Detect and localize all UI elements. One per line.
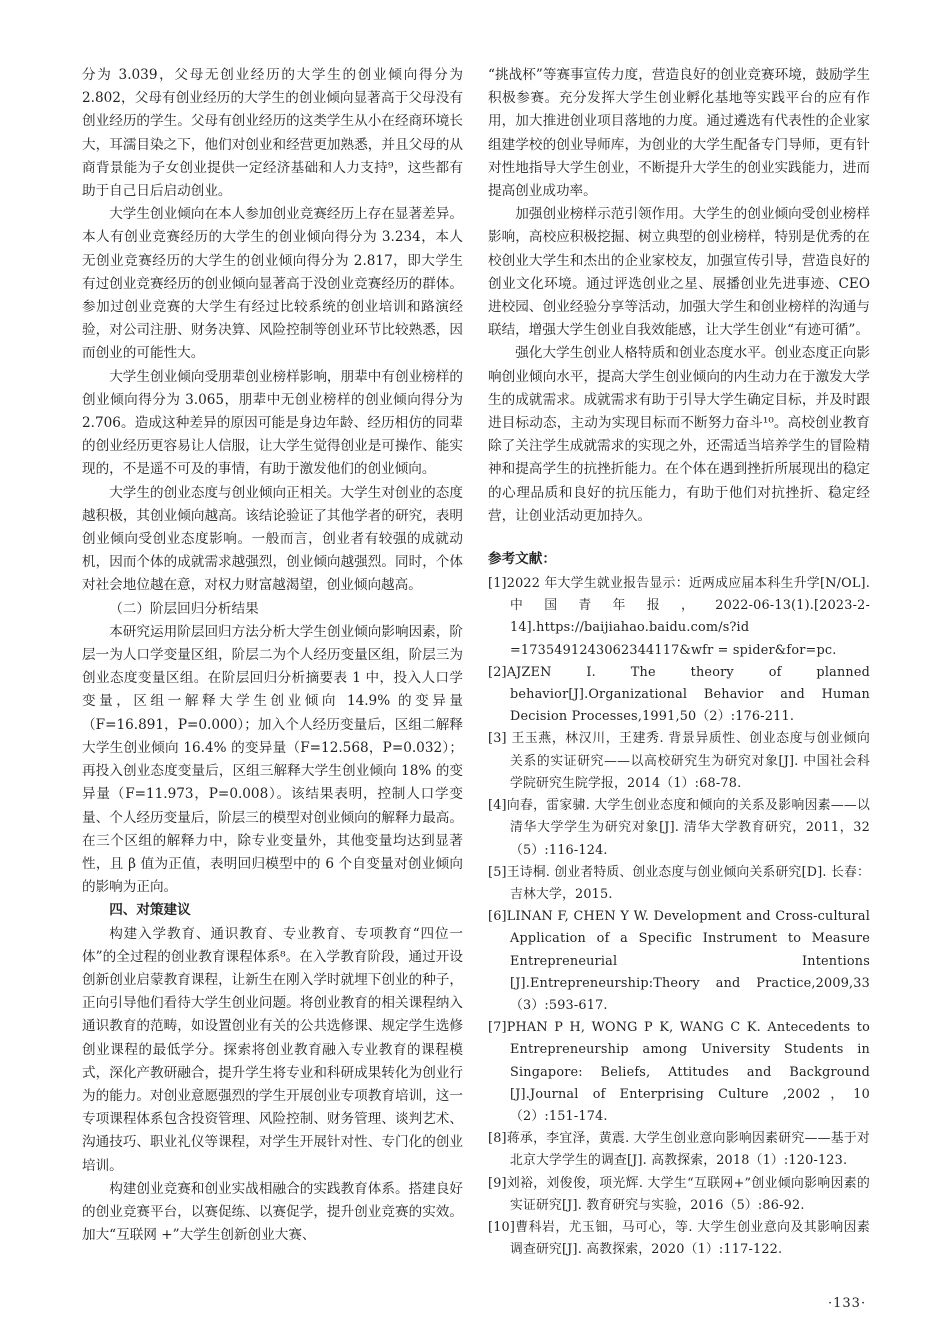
paragraph-personality-traits: 强化大学生创业人格特质和创业态度水平。创业态度正向影响创业倾向水平，提高大学生创业倾向的内生动力在于激发大学生的成就需求。成就需求有助于引导大学生确定目标，并及时跟进目标动态，主动为实现目标而不断努力奋斗¹⁰。高校创业教育除了关注学生成就需求的实现之外，还需适当培养学生的冒险精神和提高学生的抗挫折能力。在个体在遇到挫折所展现出的稳定的心理品质和良好的抗压能力，有助于他们对抗挫折、稳定经营，让创业活动更加持久。 (488, 345, 870, 524)
reference-item: [8]蒋承，李宜泽，黄震. 大学生创业意向影响因素研究——基于对北京大学学生的调查[J]. 高教探索，2018（1）:120-123. (488, 1131, 870, 1169)
reference-item: [2]AJZEN I. The theory of planned behavior[J].Organizational Behavior and Human Decision Processes,1991,50（2）:176-211. (488, 664, 870, 725)
reference-list (488, 573, 870, 1261)
paragraph-attitude: 大学生的创业态度与创业倾向正相关。大学生对创业的态度越积极，其创业倾向越高。该结论验证了其他学者的研究，表明创业倾向受创业态度影响。一般而言，创业者有较强的成就动机，因而个体的成就需求越强烈，创业倾向越强烈。同时，个体对社会地位越在意，对权力财富越渴望，创业倾向越高。 (82, 484, 463, 594)
paragraph-practice-system: 构建创业竞赛和创业实战相融合的实践教育体系。搭建良好的创业竞赛平台，以赛促练、以赛促学，提升创业竞赛的实效。加大“互联网 +”大学生创新创业大赛、 (82, 1180, 463, 1244)
reference-item: [9]刘裕，刘俊俊，项光辉. 大学生“互联网+”创业倾向影响因素的实证研究[J]. 教育研究与实验，2016（5）:86-92. (488, 1175, 870, 1213)
reference-item: [6]LINAN F, CHEN Y W. Development and Cross-cultural Application of a Specific Instrument to Measure Entrepreneurial Intentions [J].Entrepreneurship:Theory and Practice,2009,33（3）:593-617. (488, 909, 870, 1013)
section-heading-suggestions: 四、对策建议 (109, 902, 191, 919)
reference-item: [10]曹科岩，尤玉钿，马可心，等. 大学生创业意向及其影响因素调查研究[J]. 高教探索，2020（1）:117-122. (488, 1219, 870, 1258)
paragraph-role-model-guidance: 加强创业榜样示范引领作用。大学生的创业倾向受创业榜样影响，高校应积极挖掘、树立典型的创业榜样，特别是优秀的在校创业大学生和杰出的企业家校友，加强宣传引导，营造良好的创业文化环境。通过评选创业之星、展播创业先进事迹、CEO 进校园、创业经验分享等活动，加强大学生和创业榜样的沟通与联结，增强大学生创业自我效能感，让大学生创业“有迹可循”。 (488, 206, 870, 339)
reference-item: [3] 王玉燕，林汉川，王建秀. 背景异质性、创业态度与创业倾向关系的实证研究——以高校研究生为研究对象[J]. 中国社会科学院研究生院学报，2014（1）:68-78. (488, 731, 870, 791)
page-number: ·133· (828, 1296, 867, 1311)
subheading-regression: （二）阶层回归分析结果 (109, 600, 259, 617)
paragraph-competition-experience: 大学生创业倾向在本人参加创业竞赛经历上存在显著差异。本人有创业竞赛经历的大学生的创业倾向得分为 3.234，本人无创业竞赛经历的大学生的创业倾向得分为 2.817，即大学生有过创业竞赛经历的创业倾向显著高于没创业竞赛经历的群体。参加过创业竞赛的大学生有经过比较系统的创业培训和路演经验，对公司注册、财务决算、风险控制等创业环节比较熟悉，因而创业的可能性大。 (82, 206, 463, 362)
paragraph-practice-continued: “挑战杯”等赛事宣传力度，营造良好的创业竞赛环境，鼓励学生积极参赛。充分发挥大学生创业孵化基地等实践平台的应有作用，加大推进创业项目落地的力度。通过遴选有代表性的企业家组建学校的创业导师库，为创业的大学生配备专门导师，更有针对性地指导大学生创业，不断提升大学生的创业实践能力，进而提高创业成功率。 (488, 67, 870, 200)
reference-item: [4]向春，雷家骕. 大学生创业态度和倾向的关系及影响因素——以清华大学学生为研究对象[J]. 清华大学教育研究，2011，32（5）:116-124. (488, 798, 870, 858)
right-column (488, 64, 870, 1261)
paragraph-curriculum-system: 构建入学教育、通识教育、专业教育、专项教育“四位一体”的全过程的创业教育课程体系⁸。在入学教育阶段，通过开设创新创业启蒙教育课程，让新生在刚入学时就埋下创业的种子，正向引导他们看待大学生创业问题。将创业教育的相关课程纳入通识教育的范畴，如设置创业有关的公共选修课、规定学生选修创业课程的最低学分。探索将创业教育融入专业教育的课程模式，深化产教研融合，提升学生将专业和科研成果转化为创业行为的能力。对创业意愿强烈的学生开展创业专项教育培训，这一专项课程体系包含投资管理、风险控制、财务管理、谈判艺术、沟通技巧、职业礼仪等课程，对学生开展针对性、专门化的创业培训。 (82, 925, 463, 1174)
reference-item: [1]2022 年大学生就业报告显示：近两成应届本科生升学[N/OL]. 中国青年报，2022-06-13(1).[2023-2-14].https://baijiahao.baidu.com/s?id =1735491243062344117&wfr = spider&for=pc. (488, 576, 870, 658)
references-heading: 参考文献： (488, 551, 556, 568)
paragraph-regression: 本研究运用阶层回归方法分析大学生创业倾向影响因素，阶层一为人口学变量区组，阶层二为个人经历变量区组，阶层三为创业态度变量区组。在阶层回归分析摘要表 1 中，投入人口学变量，区组一解释大学生创业倾向 14.9% 的变异量（F=16.891，P=0.000）；加入个人经历变量后，区组二解释大学生创业倾向 16.4% 的变异量（F=12.568，P=0.032）；再投入创业态度变量后，区组三解释大学生创业倾向 18% 的变异量（F=11.973，P=0.008）。该结果表明，控制人口学变量、个人经历变量后，阶层三的模型对创业倾向的解释力最高。在三个区组的解释力中，除专业变量外，其他变量均达到显著性，且 β 值为正值，表明回归模型中的 6 个自变量对创业倾向的影响为正向。 (82, 623, 463, 896)
reference-item: [7]PHAN P H, WONG P K, WANG C K. Antecedents to Entrepreneurship among University Students in Singapore: Beliefs, Attitudes and Background [J].Journal of Enterprising Culture ,2002，10（2）:151-174. (488, 1020, 870, 1124)
paragraph-peer-role-model: 大学生创业倾向受朋辈创业榜样影响，朋辈中有创业榜样的创业倾向得分为 3.065，朋辈中无创业榜样的创业倾向得分为 2.706。造成这种差异的原因可能是身边年龄、经历相仿的同辈的创业经历更容易让人信服，让大学生觉得创业是可操作、能实现的，不是遥不可及的事情，有助于激发他们的创业倾向。 (82, 368, 463, 478)
left-column (82, 64, 463, 1247)
reference-item: [5]王诗桐. 创业者特质、创业态度与创业倾向关系研究[D]. 长春：吉林大学，2015. (488, 864, 870, 902)
paragraph-parent-experience: 分为 3.039，父母无创业经历的大学生的创业倾向得分为 2.802，父母有创业经历的大学生的创业倾向显著高于父母没有创业经历的学生。父母有创业经历的这类学生从小在经商环境长大，耳濡目染之下，他们对创业和经营更加熟悉，并且父母的从商背景能为子女创业提供一定经济基础和人力支持⁹，这些都有助于自己日后启动创业。 (82, 67, 463, 200)
